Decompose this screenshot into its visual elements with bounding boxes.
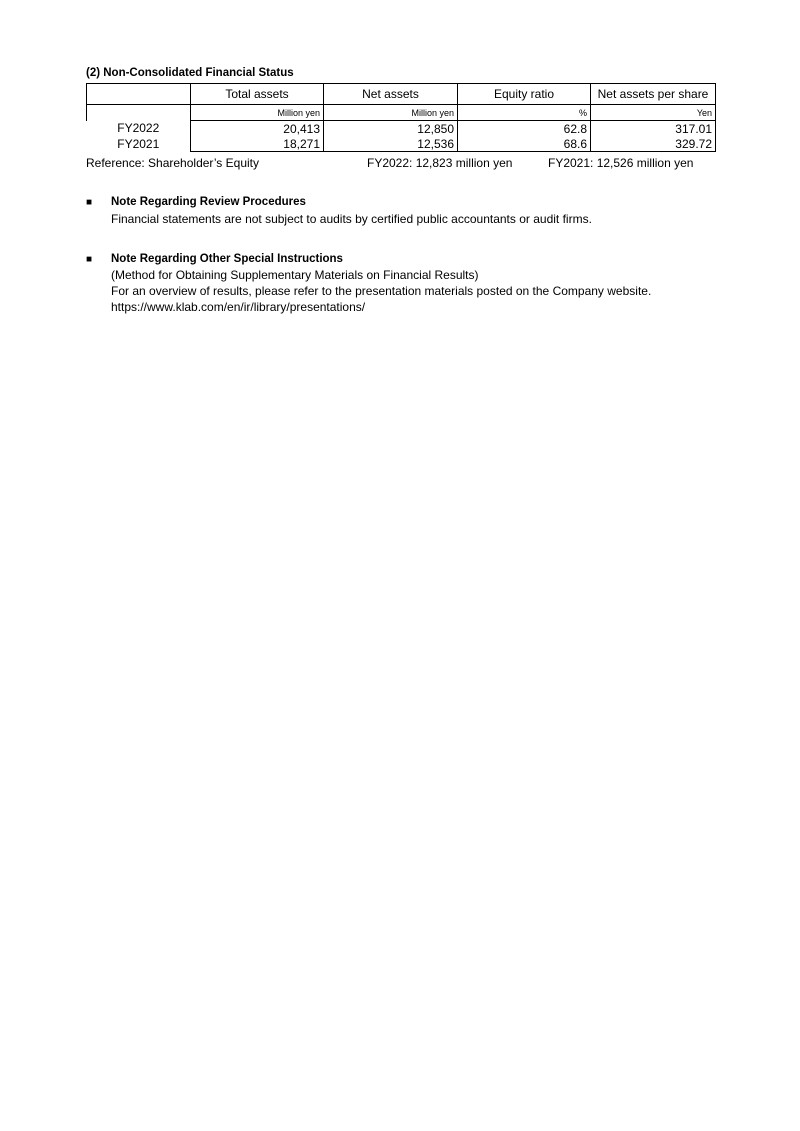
unit-total-assets: Million yen [191,105,324,121]
unit-equity-ratio: % [458,105,591,121]
unit-empty [87,105,191,121]
financial-status-table [86,83,716,152]
table-row [87,121,716,137]
note-text: (Method for Obtaining Supplementary Materials on Financial Results) [111,268,479,282]
header-empty [87,84,191,105]
cell-net-assets: 12,850 [324,121,458,137]
cell-total-assets: 20,413 [191,121,324,137]
cell-equity-ratio: 62.8 [458,121,591,137]
row-label: FY2021 [87,136,191,152]
square-bullet-icon: ■ [86,196,93,208]
reference-fy2021: FY2021: 12,526 million yen [548,156,694,170]
header-total-assets: Total assets [191,84,324,105]
note-title: Note Regarding Other Special Instructions [111,253,343,265]
header-equity-ratio: Equity ratio [458,84,591,105]
cell-total-assets: 18,271 [191,136,324,152]
cell-nav-per-share: 329.72 [591,136,716,152]
section-title: (2) Non-Consolidated Financial Status [86,67,294,79]
cell-nav-per-share: 317.01 [591,121,716,137]
reference-label: Reference: Shareholder’s Equity [86,156,259,170]
cell-equity-ratio: 68.6 [458,136,591,152]
note-special-instructions [86,253,651,315]
table-row [87,136,716,152]
note-review-procedures [86,196,592,227]
note-text: Financial statements are not subject to audits by certified public accountants or audit firms. [111,212,592,226]
note-title: Note Regarding Review Procedures [111,196,306,208]
note-link[interactable]: https://www.klab.com/en/ir/library/presentations/ [111,300,366,314]
cell-net-assets: 12,536 [324,136,458,152]
header-net-assets: Net assets [324,84,458,105]
row-label: FY2022 [87,121,191,137]
unit-net-assets: Million yen [324,105,458,121]
header-net-assets-per-share: Net assets per share [591,84,716,105]
note-text: For an overview of results, please refer to the presentation materials posted on the Company website. [111,284,652,298]
square-bullet-icon: ■ [86,253,93,265]
unit-nav-per-share: Yen [591,105,716,121]
reference-fy2022: FY2022: 12,823 million yen [367,156,513,170]
